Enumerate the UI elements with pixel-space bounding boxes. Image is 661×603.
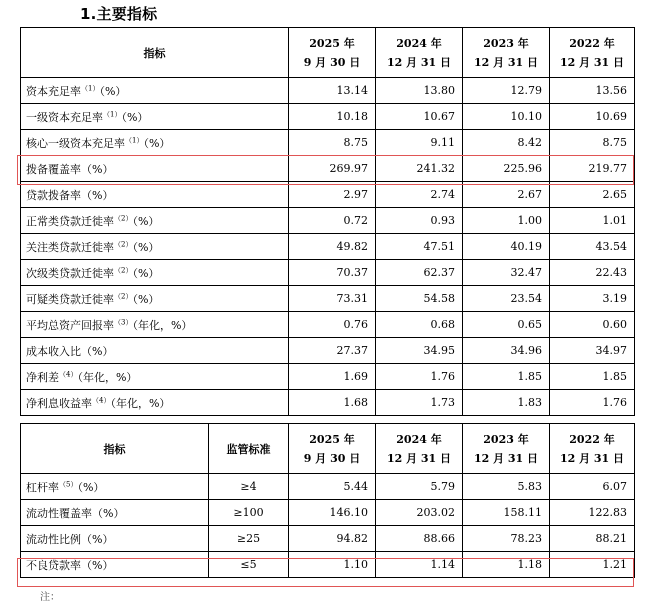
row-label-text: 可疑类贷款迁徙率 xyxy=(26,292,114,306)
value-cell: 0.72 xyxy=(289,208,376,234)
row-label-text: 平均总资产回报率 xyxy=(26,318,114,332)
table-row xyxy=(21,286,635,312)
table-row xyxy=(21,182,635,208)
value-cell: 62.37 xyxy=(376,260,463,286)
value-cell: 1.83 xyxy=(463,390,550,416)
value-cell: 43.54 xyxy=(550,234,635,260)
row-footnote-ref: （2） xyxy=(114,239,133,248)
row-unit: （%） xyxy=(81,558,114,572)
row-unit: （年化，%） xyxy=(132,318,193,332)
regulatory-indicators-table xyxy=(20,423,635,578)
value-cell: 8.75 xyxy=(550,130,635,156)
value-cell: 22.43 xyxy=(550,260,635,286)
value-cell: 54.58 xyxy=(376,286,463,312)
value-cell: 146.10 xyxy=(289,500,376,526)
row-label-text: 不良贷款率 xyxy=(26,558,81,572)
row-label xyxy=(21,552,209,578)
value-cell: 1.18 xyxy=(463,552,550,578)
value-cell: 70.37 xyxy=(289,260,376,286)
row-label xyxy=(21,104,289,130)
row-unit: （%） xyxy=(81,532,114,546)
row-label xyxy=(21,286,289,312)
row-unit: （年化，%） xyxy=(110,396,171,410)
row-label-text: 关注类贷款迁徙率 xyxy=(26,240,114,254)
table-row xyxy=(21,474,635,500)
table-row xyxy=(21,208,635,234)
value-cell: 0.76 xyxy=(289,312,376,338)
row-label xyxy=(21,500,209,526)
value-cell: 13.14 xyxy=(289,78,376,104)
value-cell: 1.76 xyxy=(550,390,635,416)
value-cell: 32.47 xyxy=(463,260,550,286)
header-col: 2022 年 12 月 31 日 xyxy=(550,424,635,474)
value-cell: 225.96 xyxy=(463,156,550,182)
value-cell: 5.79 xyxy=(376,474,463,500)
row-label xyxy=(21,474,209,500)
row-footnote-ref: （2） xyxy=(114,291,133,300)
table-row xyxy=(21,260,635,286)
value-cell: 27.37 xyxy=(289,338,376,364)
value-cell: 9.11 xyxy=(376,130,463,156)
table-row xyxy=(21,500,635,526)
value-cell: 49.82 xyxy=(289,234,376,260)
value-cell: 1.73 xyxy=(376,390,463,416)
row-unit: （%） xyxy=(81,344,114,358)
value-cell: 40.19 xyxy=(463,234,550,260)
row-unit: （%） xyxy=(81,162,114,176)
table-row xyxy=(21,234,635,260)
table-row xyxy=(21,552,635,578)
value-cell: 73.31 xyxy=(289,286,376,312)
table-row xyxy=(21,312,635,338)
row-label xyxy=(21,208,289,234)
row-label xyxy=(21,260,289,286)
value-cell: 88.21 xyxy=(550,526,635,552)
value-cell: 1.68 xyxy=(289,390,376,416)
row-footnote-ref: （3） xyxy=(114,317,133,326)
row-label-text: 流动性比例 xyxy=(26,532,81,546)
row-label-text: 拨备覆盖率 xyxy=(26,162,81,176)
standard-cell: ≥25 xyxy=(209,526,289,552)
value-cell: 10.10 xyxy=(463,104,550,130)
row-footnote-ref: （4） xyxy=(92,395,111,404)
value-cell: 13.56 xyxy=(550,78,635,104)
row-label xyxy=(21,156,289,182)
row-footnote-ref: （1） xyxy=(103,109,122,118)
value-cell: 2.65 xyxy=(550,182,635,208)
table-row xyxy=(21,390,635,416)
value-cell: 8.75 xyxy=(289,130,376,156)
value-cell: 2.67 xyxy=(463,182,550,208)
row-unit: （%） xyxy=(77,480,105,494)
value-cell: 1.76 xyxy=(376,364,463,390)
table-row xyxy=(21,130,635,156)
row-footnote-ref: （4） xyxy=(59,369,78,378)
value-cell: 1.85 xyxy=(550,364,635,390)
row-label xyxy=(21,526,209,552)
value-cell: 269.97 xyxy=(289,156,376,182)
header-col: 2025 年 9 月 30 日 xyxy=(289,424,376,474)
row-unit: （%） xyxy=(81,188,114,202)
value-cell: 13.80 xyxy=(376,78,463,104)
row-label-text: 贷款拨备率 xyxy=(26,188,81,202)
value-cell: 158.11 xyxy=(463,500,550,526)
row-unit: （年化，%） xyxy=(77,370,138,384)
value-cell: 78.23 xyxy=(463,526,550,552)
standard-cell: ≥100 xyxy=(209,500,289,526)
value-cell: 5.44 xyxy=(289,474,376,500)
table-row xyxy=(21,156,635,182)
header-col: 2023 年 12 月 31 日 xyxy=(463,28,550,78)
value-cell: 1.21 xyxy=(550,552,635,578)
value-cell: 0.65 xyxy=(463,312,550,338)
value-cell: 34.97 xyxy=(550,338,635,364)
row-label xyxy=(21,364,289,390)
value-cell: 1.01 xyxy=(550,208,635,234)
row-footnote-ref: （2） xyxy=(114,265,133,274)
row-label-text: 正常类贷款迁徙率 xyxy=(26,214,114,228)
value-cell: 5.83 xyxy=(463,474,550,500)
value-cell: 10.18 xyxy=(289,104,376,130)
row-label-text: 流动性覆盖率 xyxy=(26,506,92,520)
table-row xyxy=(21,364,635,390)
row-label xyxy=(21,182,289,208)
value-cell: 2.97 xyxy=(289,182,376,208)
value-cell: 47.51 xyxy=(376,234,463,260)
header-col: 2025 年 9 月 30 日 xyxy=(289,28,376,78)
row-footnote-ref: （2） xyxy=(114,213,133,222)
footnote-label: 注： xyxy=(40,592,60,603)
value-cell: 1.00 xyxy=(463,208,550,234)
value-cell: 241.32 xyxy=(376,156,463,182)
value-cell: 3.19 xyxy=(550,286,635,312)
header-standard: 监管标准 xyxy=(209,424,289,474)
row-label-text: 净利息收益率 xyxy=(26,396,92,410)
value-cell: 219.77 xyxy=(550,156,635,182)
row-unit: （%） xyxy=(132,266,160,280)
value-cell: 34.95 xyxy=(376,338,463,364)
row-label-text: 成本收入比 xyxy=(26,344,81,358)
table-row xyxy=(21,526,635,552)
value-cell: 1.69 xyxy=(289,364,376,390)
row-label-text: 次级类贷款迁徙率 xyxy=(26,266,114,280)
standard-cell: ≤5 xyxy=(209,552,289,578)
value-cell: 94.82 xyxy=(289,526,376,552)
header-col: 2024 年 12 月 31 日 xyxy=(376,28,463,78)
value-cell: 2.74 xyxy=(376,182,463,208)
row-label-text: 资本充足率 xyxy=(26,84,81,98)
value-cell: 12.79 xyxy=(463,78,550,104)
row-label-text: 净利差 xyxy=(26,370,59,384)
header-indicator: 指标 xyxy=(21,28,289,78)
table-row xyxy=(21,78,635,104)
row-label xyxy=(21,130,289,156)
value-cell: 10.69 xyxy=(550,104,635,130)
row-footnote-ref: （1） xyxy=(81,83,100,92)
value-cell: 6.07 xyxy=(550,474,635,500)
row-label-text: 杠杆率 xyxy=(26,480,59,494)
value-cell: 1.85 xyxy=(463,364,550,390)
value-cell: 88.66 xyxy=(376,526,463,552)
row-label-text: 一级资本充足率 xyxy=(26,110,103,124)
row-unit: （%） xyxy=(132,214,160,228)
row-unit: （%） xyxy=(121,110,149,124)
row-unit: （%） xyxy=(132,240,160,254)
row-footnote-ref: （1） xyxy=(125,135,144,144)
value-cell: 10.67 xyxy=(376,104,463,130)
header-col: 2022 年 12 月 31 日 xyxy=(550,28,635,78)
value-cell: 23.54 xyxy=(463,286,550,312)
value-cell: 8.42 xyxy=(463,130,550,156)
table-row xyxy=(21,338,635,364)
section-heading: 1.主要指标 xyxy=(80,5,158,23)
row-unit: （%） xyxy=(143,136,171,150)
header-indicator: 指标 xyxy=(21,424,209,474)
header-col: 2023 年 12 月 31 日 xyxy=(463,424,550,474)
row-unit: （%） xyxy=(132,292,160,306)
value-cell: 34.96 xyxy=(463,338,550,364)
value-cell: 122.83 xyxy=(550,500,635,526)
row-footnote-ref: （5） xyxy=(59,479,78,488)
table-header-row xyxy=(21,28,635,78)
row-label xyxy=(21,312,289,338)
main-indicators-table xyxy=(20,27,635,416)
row-label xyxy=(21,390,289,416)
value-cell: 1.10 xyxy=(289,552,376,578)
standard-cell: ≥4 xyxy=(209,474,289,500)
value-cell: 0.68 xyxy=(376,312,463,338)
value-cell: 1.14 xyxy=(376,552,463,578)
row-unit: （%） xyxy=(92,506,125,520)
row-label xyxy=(21,78,289,104)
row-label xyxy=(21,338,289,364)
header-col: 2024 年 12 月 31 日 xyxy=(376,424,463,474)
value-cell: 0.93 xyxy=(376,208,463,234)
value-cell: 0.60 xyxy=(550,312,635,338)
table-header-row xyxy=(21,424,635,474)
table-row xyxy=(21,104,635,130)
value-cell: 203.02 xyxy=(376,500,463,526)
row-label xyxy=(21,234,289,260)
row-label-text: 核心一级资本充足率 xyxy=(26,136,125,150)
row-unit: （%） xyxy=(99,84,127,98)
